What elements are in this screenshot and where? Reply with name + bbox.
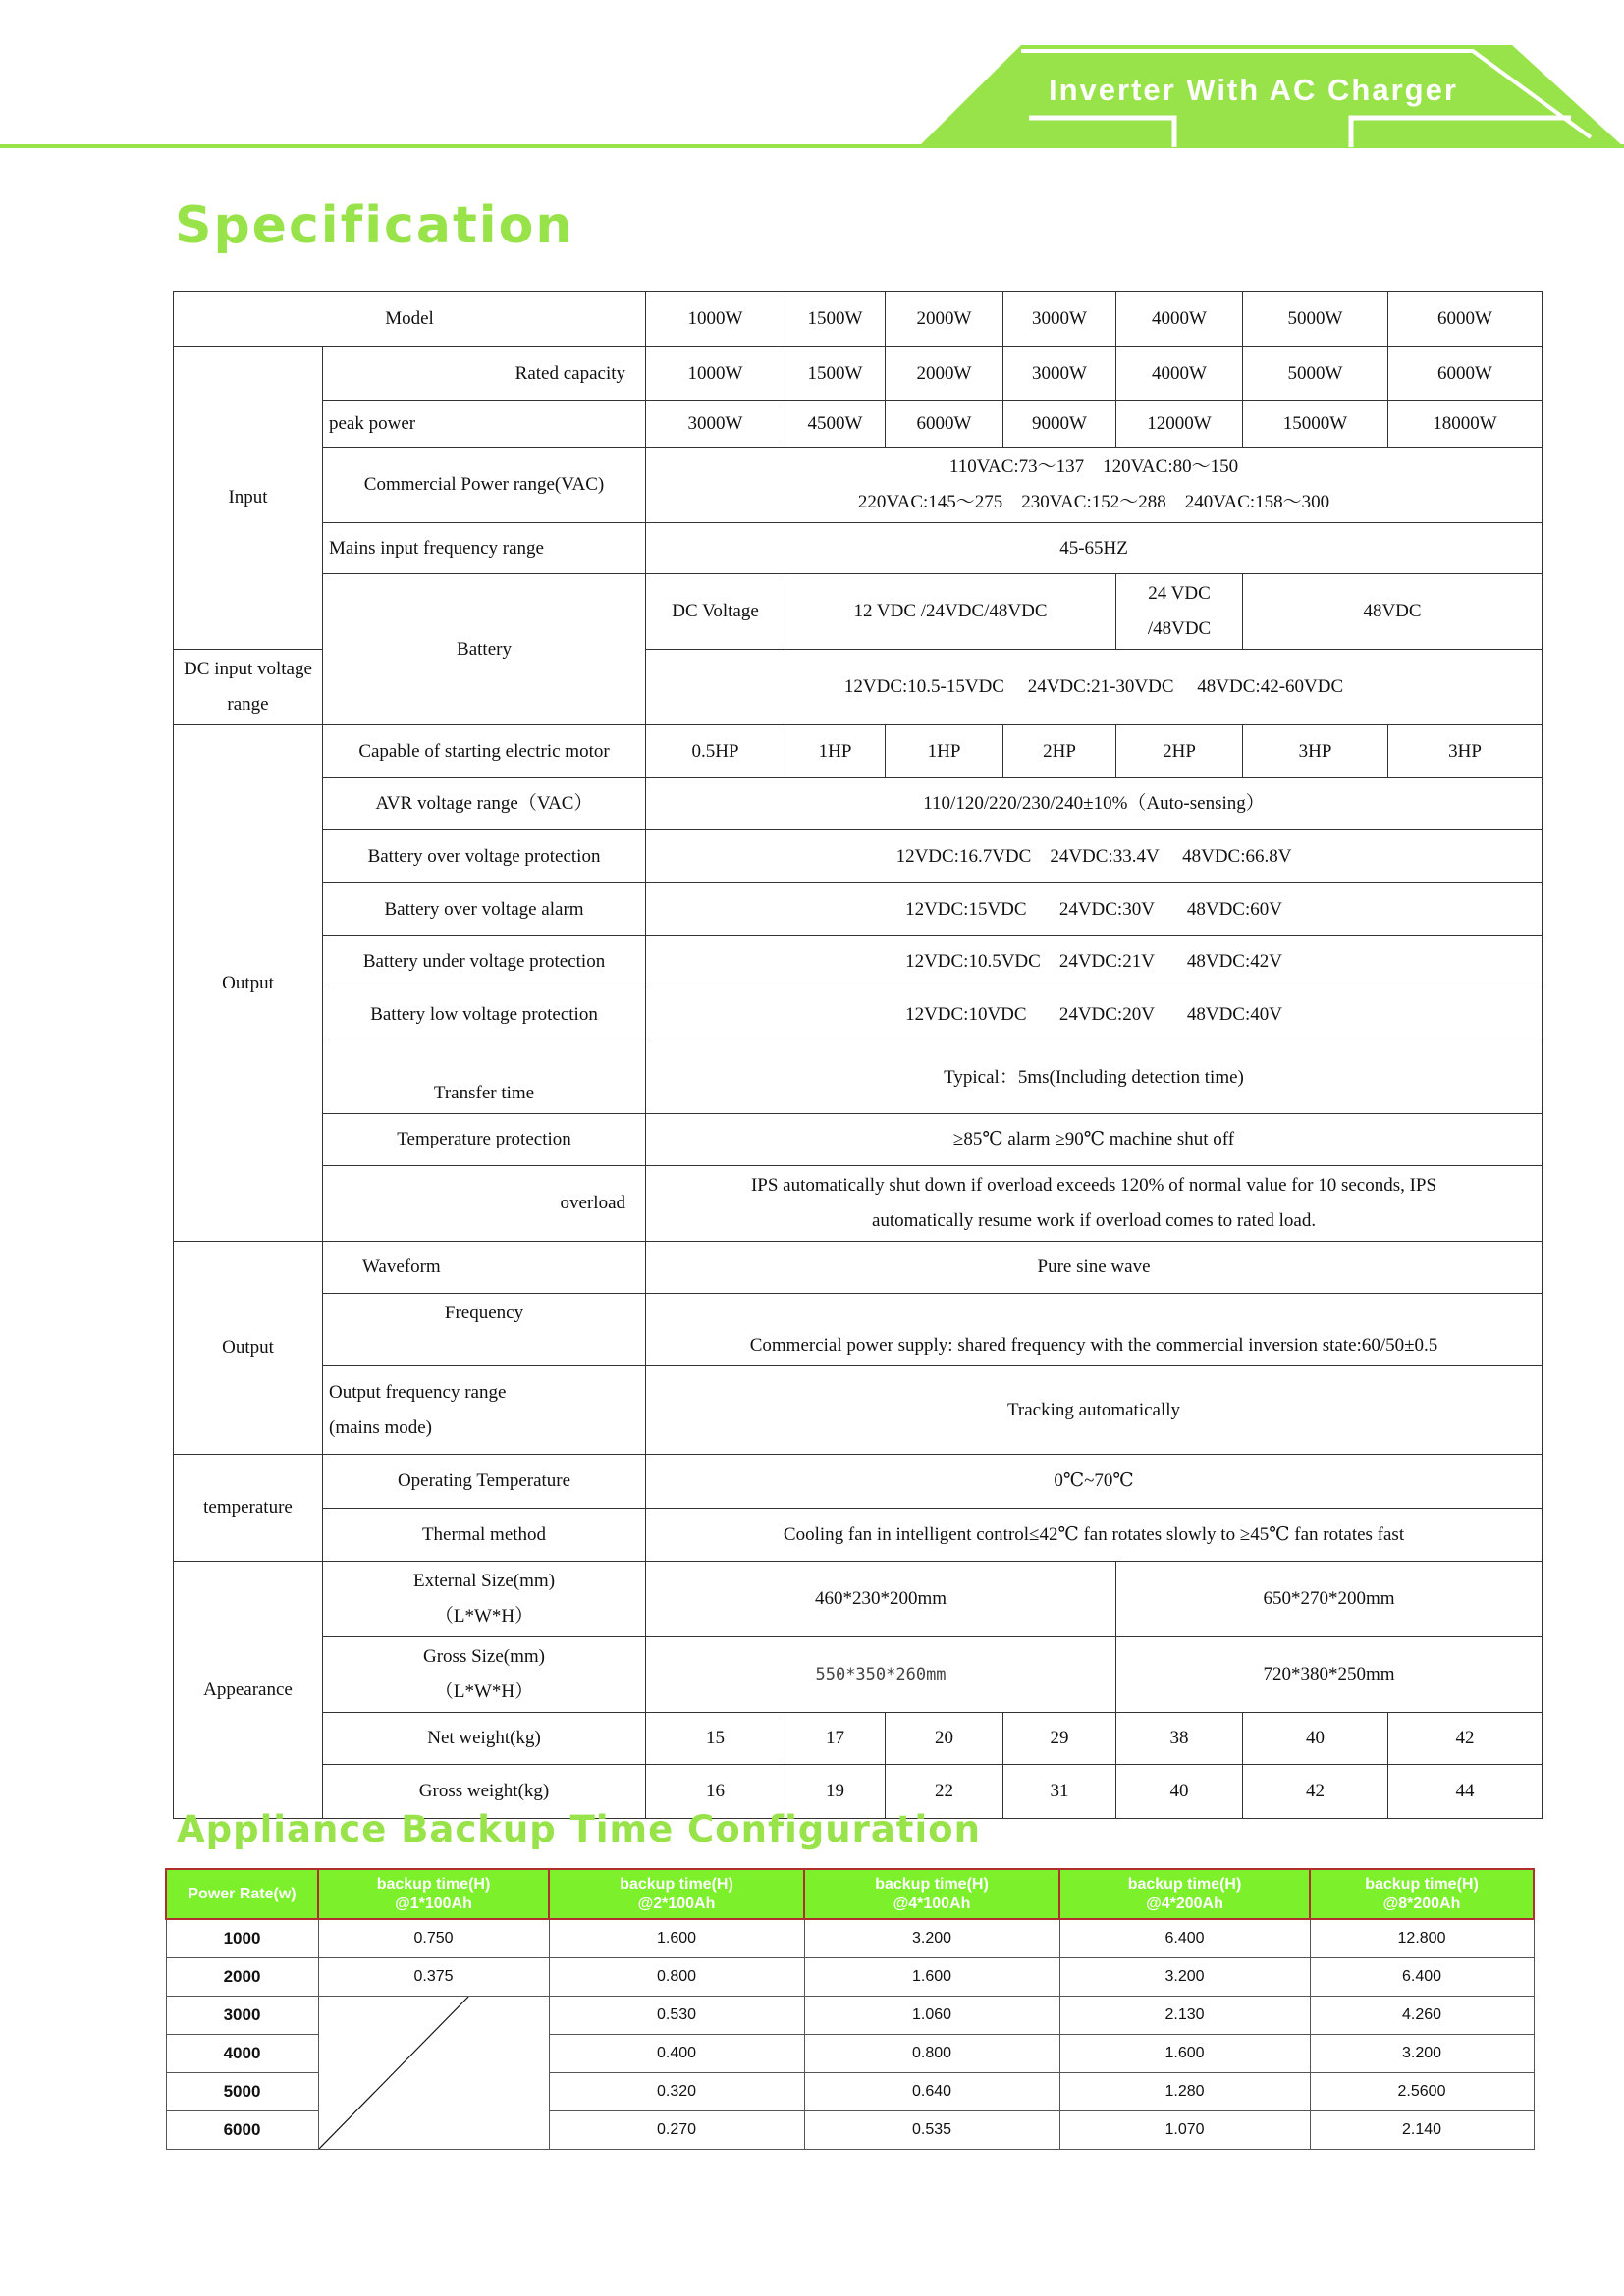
- backup-value: 1.070: [1059, 2111, 1310, 2150]
- not-applicable-cell: [318, 1997, 549, 2150]
- backup-header-row: [166, 1869, 1534, 1919]
- gross-weight-cell: 16: [646, 1765, 785, 1819]
- gross-weight-cell: 40: [1116, 1765, 1243, 1819]
- backup-header-line1: backup time(H): [1127, 1875, 1242, 1893]
- backup-value: 12.800: [1310, 1919, 1534, 1958]
- rated-capacity-label: Rated capacity: [323, 347, 646, 401]
- overload-label: overload: [323, 1166, 646, 1242]
- backup-value: 6.400: [1310, 1958, 1534, 1997]
- peak-power-cell: 9000W: [1003, 401, 1116, 448]
- backup-value: 0.750: [318, 1919, 549, 1958]
- rated-capacity-cell: 5000W: [1243, 347, 1388, 401]
- gross-size-row: [174, 1637, 1543, 1713]
- output2-group-label: Output: [174, 1242, 323, 1455]
- backup-header: [549, 1869, 804, 1919]
- model-cell: 1000W: [646, 292, 785, 347]
- rated-capacity-cell: 2000W: [886, 347, 1003, 401]
- backup-value: 0.535: [804, 2111, 1059, 2150]
- net-weight-cell: 29: [1003, 1713, 1116, 1765]
- backup-value: 0.400: [549, 2035, 804, 2073]
- commercial-range-line2: 220VAC:145～275 230VAC:152～288 240VAC:158～300: [857, 492, 1330, 512]
- dc-input-range-label: DC input voltage range: [174, 650, 323, 725]
- dc-voltage-a: 12 VDC /24VDC/48VDC: [785, 574, 1116, 650]
- temp-prot-row: [174, 1114, 1543, 1166]
- dc-voltage-b-line1: 24 VDC: [1148, 583, 1211, 604]
- backup-header-line1: backup time(H): [1365, 1875, 1479, 1893]
- backup-header-line2: @8*200Ah: [1382, 1895, 1461, 1912]
- output-frequency-label-line1: Output frequency range: [329, 1381, 507, 1403]
- backup-header-line2: @1*100Ah: [395, 1895, 472, 1912]
- dc-input-range-value: 12VDC:10.5-15VDC 24VDC:21-30VDC 48VDC:42-60VDC: [646, 650, 1543, 725]
- peak-power-cell: 4500W: [785, 401, 886, 448]
- external-size-b: 650*270*200mm: [1116, 1562, 1543, 1637]
- gross-weight-cell: 31: [1003, 1765, 1116, 1819]
- motor-cell: 3HP: [1388, 725, 1543, 778]
- backup-value: 1.280: [1059, 2073, 1310, 2111]
- backup-header-line1: backup time(H): [875, 1875, 989, 1893]
- backup-value: 1.600: [804, 1958, 1059, 1997]
- backup-value: 0.530: [549, 1997, 804, 2035]
- backup-header: [166, 1869, 318, 1919]
- backup-value: 3.200: [1059, 1958, 1310, 1997]
- external-size-label-line2: （L*W*H）: [434, 1606, 534, 1627]
- operating-temp-value: 0℃~70℃: [646, 1455, 1543, 1509]
- net-weight-cell: 40: [1243, 1713, 1388, 1765]
- backup-row: [166, 1919, 1534, 1958]
- motor-cell: 3HP: [1243, 725, 1388, 778]
- operating-temp-label: Operating Temperature: [323, 1455, 646, 1509]
- peak-power-cell: 15000W: [1243, 401, 1388, 448]
- motor-cell: 1HP: [886, 725, 1003, 778]
- backup-value: 1.600: [1059, 2035, 1310, 2073]
- overload-line2: automatically resume work if overload comes to rated load.: [871, 1210, 1317, 1231]
- external-size-a: 460*230*200mm: [646, 1562, 1116, 1637]
- backup-row: [166, 1958, 1534, 1997]
- commercial-range-label: Commercial Power range(VAC): [323, 448, 646, 523]
- model-cell: 6000W: [1388, 292, 1543, 347]
- specification-table: [173, 291, 1543, 1819]
- gross-size-label: [323, 1637, 646, 1713]
- temp-prot-value: ≥85℃ alarm ≥90℃ machine shut off: [646, 1114, 1543, 1166]
- bat-low-prot-value: 12VDC:10VDC 24VDC:20V 48VDC:40V: [646, 988, 1543, 1041]
- mains-frequency-label: Mains input frequency range: [323, 523, 646, 574]
- thermal-value: Cooling fan in intelligent control≤42℃ fan rotates slowly to ≥45℃ fan rotates fast: [646, 1509, 1543, 1562]
- gross-weight-label: Gross weight(kg): [323, 1765, 646, 1819]
- motor-cell: 2HP: [1116, 725, 1243, 778]
- peak-power-cell: 3000W: [646, 401, 785, 448]
- rated-capacity-cell: 3000W: [1003, 347, 1116, 401]
- temperature-group-label: temperature: [174, 1455, 323, 1562]
- power-rate-cell: 1000: [166, 1919, 318, 1958]
- power-rate-cell: 3000: [166, 1997, 318, 2035]
- output-frequency-value: Tracking automatically: [646, 1366, 1543, 1455]
- mains-frequency-row: [174, 523, 1543, 574]
- diagonal-line: [319, 1997, 549, 2149]
- model-cell: 1500W: [785, 292, 886, 347]
- overload-row: [174, 1166, 1543, 1242]
- appearance-group-label: Appearance: [174, 1562, 323, 1819]
- net-weight-cell: 38: [1116, 1713, 1243, 1765]
- avr-row: [174, 778, 1543, 830]
- gross-size-label-line1: Gross Size(mm): [423, 1646, 546, 1667]
- model-label: Model: [174, 292, 646, 347]
- rated-capacity-cell: 1000W: [646, 347, 785, 401]
- avr-value: 110/120/220/230/240±10%（Auto-sensing）: [646, 778, 1543, 830]
- gross-weight-cell: 42: [1243, 1765, 1388, 1819]
- thermal-row: [174, 1509, 1543, 1562]
- model-row: [174, 292, 1543, 347]
- backup-header-line1: Power Rate(w): [188, 1885, 297, 1902]
- power-rate-cell: 2000: [166, 1958, 318, 1997]
- backup-value: 0.640: [804, 2073, 1059, 2111]
- bat-under-prot-label: Battery under voltage protection: [323, 936, 646, 988]
- backup-value: 3.200: [1310, 2035, 1534, 2073]
- peak-power-cell: 18000W: [1388, 401, 1543, 448]
- gross-size-a: 550*350*260mm: [646, 1637, 1116, 1713]
- net-weight-cell: 42: [1388, 1713, 1543, 1765]
- motor-label: Capable of starting electric motor: [323, 725, 646, 778]
- waveform-row: [174, 1242, 1543, 1294]
- external-size-label-line1: External Size(mm): [412, 1571, 556, 1591]
- gross-size-b: 720*380*250mm: [1116, 1637, 1543, 1713]
- overload-value: [646, 1166, 1543, 1242]
- output-frequency-label: [323, 1366, 646, 1455]
- backup-value: 1.600: [549, 1919, 804, 1958]
- power-rate-cell: 5000: [166, 2073, 318, 2111]
- net-weight-label: Net weight(kg): [323, 1713, 646, 1765]
- backup-value: 0.270: [549, 2111, 804, 2150]
- bat-under-prot-value: 12VDC:10.5VDC 24VDC:21V 48VDC:42V: [646, 936, 1543, 988]
- avr-label: AVR voltage range（VAC）: [323, 778, 646, 830]
- motor-row: [174, 725, 1543, 778]
- frequency-value: Commercial power supply: shared frequency with the commercial inversion state:60/50±0.5: [646, 1294, 1543, 1366]
- bat-over-alarm-label: Battery over voltage alarm: [323, 883, 646, 936]
- overload-line1: IPS automatically shut down if overload exceeds 120% of normal value for 10 seconds, IPS: [750, 1175, 1437, 1196]
- banner-title: Inverter With AC Charger: [1049, 73, 1458, 107]
- dc-voltage-b-line2: /48VDC: [1147, 618, 1212, 639]
- gross-size-label-line2: （L*W*H）: [434, 1682, 534, 1702]
- rated-capacity-cell: 1500W: [785, 347, 886, 401]
- backup-heading: Appliance Backup Time Configuration: [177, 1808, 981, 1850]
- dc-voltage-b: [1116, 574, 1243, 650]
- backup-header: [318, 1869, 549, 1919]
- net-weight-cell: 17: [785, 1713, 886, 1765]
- model-cell: 2000W: [886, 292, 1003, 347]
- battery-group-label: Battery: [323, 574, 646, 725]
- gross-weight-cell: 44: [1388, 1765, 1543, 1819]
- backup-header: [1059, 1869, 1310, 1919]
- backup-value: 2.5600: [1310, 2073, 1534, 2111]
- backup-header-line2: @4*100Ah: [893, 1895, 971, 1912]
- model-cell: 4000W: [1116, 292, 1243, 347]
- temp-prot-label: Temperature protection: [323, 1114, 646, 1166]
- dc-voltage-label: DC Voltage: [646, 574, 785, 650]
- peak-power-row: [174, 401, 1543, 448]
- commercial-range-value: [646, 448, 1543, 523]
- backup-header-line2: @2*100Ah: [637, 1895, 716, 1912]
- model-cell: 3000W: [1003, 292, 1116, 347]
- gross-weight-cell: 22: [886, 1765, 1003, 1819]
- external-size-row: [174, 1562, 1543, 1637]
- bat-over-alarm-row: [174, 883, 1543, 936]
- motor-cell: 1HP: [785, 725, 886, 778]
- net-weight-row: [174, 1713, 1543, 1765]
- mains-frequency-value: 45-65HZ: [646, 523, 1543, 574]
- backup-value: 0.320: [549, 2073, 804, 2111]
- transfer-time-label: Transfer time: [323, 1041, 646, 1114]
- dc-voltage-c: 48VDC: [1243, 574, 1543, 650]
- transfer-time-value: Typical：5ms(Including detection time): [646, 1041, 1543, 1114]
- input-group-label: Input: [174, 347, 323, 650]
- backup-value: 0.800: [804, 2035, 1059, 2073]
- peak-power-label: peak power: [323, 401, 646, 448]
- bat-low-prot-label: Battery low voltage protection: [323, 988, 646, 1041]
- backup-header-line1: backup time(H): [620, 1875, 733, 1893]
- net-weight-cell: 20: [886, 1713, 1003, 1765]
- output-frequency-row: [174, 1366, 1543, 1455]
- backup-value: 4.260: [1310, 1997, 1534, 2035]
- backup-value: 2.130: [1059, 1997, 1310, 2035]
- backup-header: [1310, 1869, 1534, 1919]
- gross-weight-cell: 19: [785, 1765, 886, 1819]
- model-cell: 5000W: [1243, 292, 1388, 347]
- commercial-range-row: [174, 448, 1543, 523]
- backup-header: [804, 1869, 1059, 1919]
- bat-over-alarm-value: 12VDC:15VDC 24VDC:30V 48VDC:60V: [646, 883, 1543, 936]
- backup-header-line1: backup time(H): [376, 1875, 491, 1893]
- backup-value: 6.400: [1059, 1919, 1310, 1958]
- rated-capacity-cell: 4000W: [1116, 347, 1243, 401]
- power-rate-cell: 6000: [166, 2111, 318, 2150]
- motor-cell: 0.5HP: [646, 725, 785, 778]
- rated-capacity-cell: 6000W: [1388, 347, 1543, 401]
- thermal-label: Thermal method: [323, 1509, 646, 1562]
- backup-value: 0.375: [318, 1958, 549, 1997]
- backup-time-table: [165, 1868, 1535, 2150]
- backup-value: 0.800: [549, 1958, 804, 1997]
- power-rate-cell: 4000: [166, 2035, 318, 2073]
- external-size-label: [323, 1562, 646, 1637]
- dc-voltage-row: [174, 574, 1543, 650]
- bat-over-prot-label: Battery over voltage protection: [323, 830, 646, 883]
- specification-heading: Specification: [175, 196, 574, 255]
- frequency-row: [174, 1294, 1543, 1366]
- bat-over-prot-value: 12VDC:16.7VDC 24VDC:33.4V 48VDC:66.8V: [646, 830, 1543, 883]
- net-weight-cell: 15: [646, 1713, 785, 1765]
- motor-cell: 2HP: [1003, 725, 1116, 778]
- frequency-label: Frequency: [323, 1294, 646, 1366]
- backup-row: [166, 1997, 1534, 2035]
- bat-over-prot-row: [174, 830, 1543, 883]
- transfer-time-row: [174, 1041, 1543, 1114]
- rated-capacity-row: [174, 347, 1543, 401]
- backup-value: 1.060: [804, 1997, 1059, 2035]
- operating-temp-row: [174, 1455, 1543, 1509]
- bat-low-prot-row: [174, 988, 1543, 1041]
- bat-under-prot-row: [174, 936, 1543, 988]
- backup-value: 2.140: [1310, 2111, 1534, 2150]
- waveform-label: Waveform: [323, 1242, 646, 1294]
- waveform-value: Pure sine wave: [646, 1242, 1543, 1294]
- backup-value: 3.200: [804, 1919, 1059, 1958]
- output-group-label: Output: [174, 725, 323, 1242]
- output-frequency-label-line2: (mains mode): [329, 1416, 433, 1438]
- peak-power-cell: 6000W: [886, 401, 1003, 448]
- peak-power-cell: 12000W: [1116, 401, 1243, 448]
- commercial-range-line1: 110VAC:73～137 120VAC:80～150: [948, 456, 1239, 477]
- backup-header-line2: @4*200Ah: [1146, 1895, 1223, 1912]
